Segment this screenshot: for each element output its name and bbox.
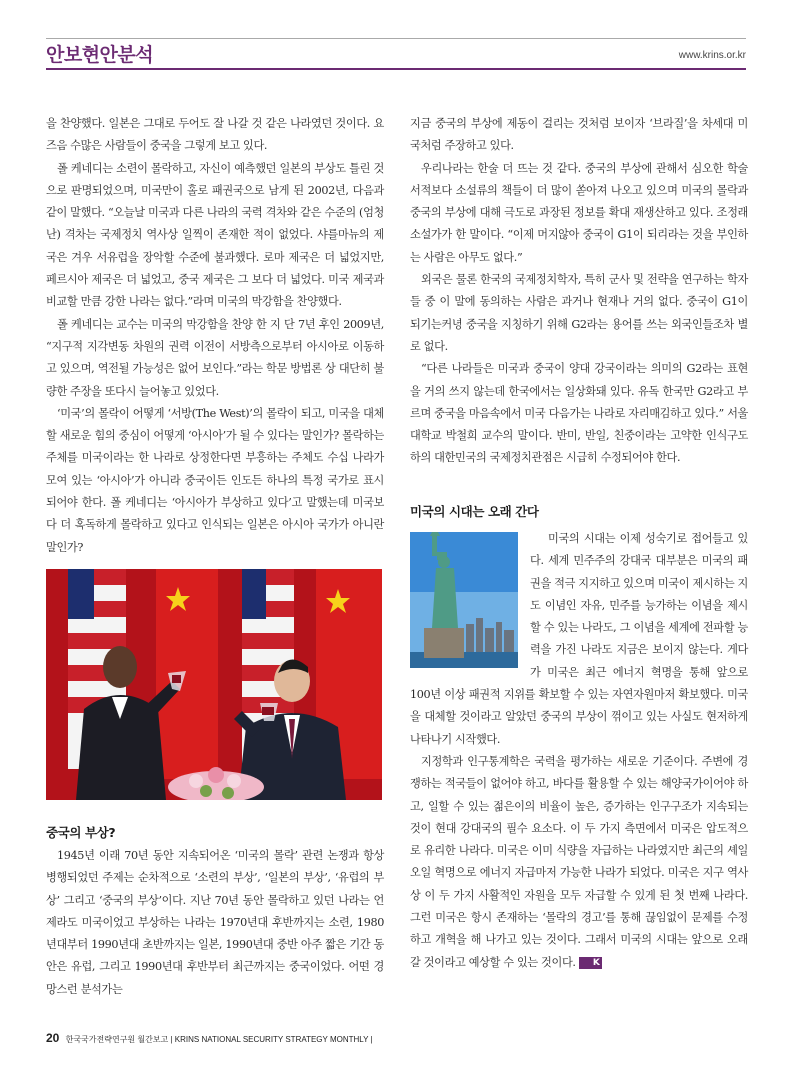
article-photo <box>46 569 382 800</box>
paragraph: 을 찬양했다. 일본은 그대로 두어도 잘 나갈 것 같은 나라였던 것이다. 요즈음 수많은 사람들이 중국을 그렇게 보고 있다. <box>46 117 384 153</box>
section-heading: 미국의 시대는 오래 간다 <box>410 504 539 519</box>
paragraph: 우리나라는 한술 더 뜨는 것 같다. 중국의 부상에 관해서 심오한 학술 서적보다 소설류의 책들이 더 많이 쏟아져 나오고 있으며 미국의 몰락과 중국의 부상에 대해 극도로 과장된 정보를 확대 재생산하고 있다. 조정래 소설가가 한 말이다. “이제 머지않아 중국이 G1이 되리라는 것을 부인하는 사람은 아무도 없다.” <box>410 161 748 264</box>
summit-photo-illustration <box>46 569 382 800</box>
paragraph-closing <box>410 751 748 974</box>
left-column-lower <box>46 823 384 1001</box>
section-title: 안보현안분석 <box>46 44 154 66</box>
right-column <box>410 113 748 470</box>
paragraph: 지정학과 인구통계학은 국력을 평가하는 새로운 기준이다. 주변에 경쟁하는 적국들이 없어야 하고, 바다를 활용할 수 있는 해양국가이어야 하고, 일할 수 있는 젊은이의 비율이 높은, 증가하는 인구구조가 지속되는 것이 현대 강대국의 필수 요소다. 이 두 가지 측면에서 미국은 압도적으로 유리한 나라다. 미국은 이미 식량을 자급하는 나라였지만 최근의 셰일오일 혁명으로 에너지 자급마저 가능한 나라가 되었다. 미국은 지구 역사상 이 두 가지 사활적인 자원을 모두 자급할 수 있게 된 첫 번째 나라다. 그런 미국은 항시 존재하는 ‘몰락의 경고’를 통해 끊임없이 문제를 수정하고 개혁을 해 나가고 있는 것이다. 그래서 미국의 시대는 앞으로 오래갈 것이라고 예상할 수 있는 것이다. <box>410 754 748 969</box>
statue-of-liberty-photo <box>410 532 518 668</box>
paragraph: 1945년 이래 70년 동안 지속되어온 ‘미국의 몰락’ 관련 논쟁과 항상 병행되었던 주제는 순차적으로 ‘소련의 부상’, ‘일본의 부상’, ‘유럽의 부상’ 그리고 ‘중국의 부상’이다. 지난 70년 동안 몰락하고 있던 나라는 언제라도 미국이었고 부상하는 나라는 1970년대 후반까지는 소련, 1980년대부터 1990년대 초반까지는 일본, 1990년대 중반 아주 짧은 기간 동안은 유럽, 그리고 1990년대 후반부터 최근까지는 중국이었다. 어떤 경망스런 분석가는 <box>46 849 384 996</box>
page-header <box>46 34 746 70</box>
section-heading: 중국의 부상? <box>46 825 116 840</box>
page-number: 20 <box>46 1031 60 1045</box>
statue-text-block <box>410 528 748 751</box>
statue-illustration <box>410 532 518 668</box>
paragraph: ‘미국’의 몰락이 어떻게 ‘서방(The West)’의 몰락이 되고, 미국을 대체할 새로운 힘의 중심이 어떻게 ‘아시아’가 될 수 있다는 말인가? 몰락하는 주체를 미국이라는 한 나라로 상정한다면 부흥하는 주체도 수십 나라가 모여 있는 ‘아시아’가 아니라 중국이든 인도든 하나의 특정 국가로 표시되어야 한다. 폴 케네디는 ‘아시아가 부상하고 있다’고 말했는데 미국보다 더 혹독하게 몰락하고 있다고 인식되는 일본은 아시아 국가가 아니란 말인가? <box>46 406 384 554</box>
paragraph: 지금 중국의 부상에 제동이 걸리는 것처럼 보이자 ‘브라질’을 차세대 미국처럼 주장하고 있다. <box>410 117 748 153</box>
paragraph: 미국의 시대는 이제 성숙기로 접어들고 있다. 세계 민주주의 강대국 대부분은 미국의 패권을 적극 지지하고 있으며 미국이 제시하는 지도 이념인 자유, 민주를 능가하는 이념을 제시할 수 있는 나라도, 그 이념을 세계에 전파할 능력을 가진 나라도 지금은 보이지 않는다. 게다가 미국은 최근 에너지 혁명을 통해 앞으로 100년 이상 패권적 지위를 확보할 수 있는 자연자원마저 확보했다. 미국을 대체할 것이라고 알았던 중국의 부상이 꺾이고 있는 사실도 현저하게 나타나기 시작했다. <box>410 532 748 746</box>
paragraph: 폴 케네디는 교수는 미국의 막강함을 찬양 한 지 단 7년 후인 2009년, “지구적 지각변동 차원의 권력 이전이 서방측으로부터 아시아로 이동하고 있으며, 역전될 가능성은 없어 보인다.”라는 학문 방법론 상 대단히 불량한 주장을 또다시 늘어놓고 있었다. <box>46 317 384 398</box>
paragraph: 외국은 물론 한국의 국제정치학자, 특히 군사 및 전략을 연구하는 학자들 중 이 말에 동의하는 사람은 과거나 현재나 거의 없다. 중국이 G1이 되기는커녕 중국을 지칭하기 위해 G2라는 용어를 쓰는 외국인들조차 별로 없다. <box>410 273 748 353</box>
header-top-line <box>46 38 746 39</box>
end-mark: K <box>579 957 603 969</box>
right-column-lower <box>410 502 748 974</box>
footer-text: 한국국가전략연구원 월간보고 | KRINS NATIONAL SECURITY STRATEGY MONTHLY | <box>65 1035 373 1044</box>
page-footer <box>46 1031 373 1045</box>
header-rule <box>46 68 746 70</box>
left-column <box>46 113 384 559</box>
paragraph: 폴 케네디는 소련이 몰락하고, 자신이 예측했던 일본의 부상도 틀린 것으로 판명되었으며, 미국만이 홀로 패권국으로 남게 된 2002년, 다음과 같이 말했다. “오늘날 미국과 다른 나라의 국력 격차와 같은 수준의 (엄청난) 격차는 국제정치 역사상 일찍이 존재한 적이 없었다. 샤를마뉴의 제국은 겨우 서유럽을 장악할 수준에 불과했다. 로마 제국은 더 넓었지만, 페르시아 제국은 더 넓었고, 중국 제국은 그 보다 더 넓었다. 미국 제국과 비교할 만큼 강한 나라는 없다.”라며 미국의 막강함을 찬양했다. <box>46 161 384 309</box>
site-url: www.krins.or.kr <box>678 50 746 61</box>
paragraph: “다른 나라들은 미국과 중국이 양대 강국이라는 의미의 G2라는 표현을 거의 쓰지 않는데 한국에서는 일상화돼 있다. 유독 한국만 G2라고 부르며 중국을 마음속에서 미국 다음가는 나라로 자리매김하고 있다.” 서울대학교 박철희 교수의 말이다. 반미, 반일, 친중이라는 고약한 인식구도 하의 대한민국의 국제정치관점은 시급히 수정되어야 한다. <box>410 362 748 465</box>
